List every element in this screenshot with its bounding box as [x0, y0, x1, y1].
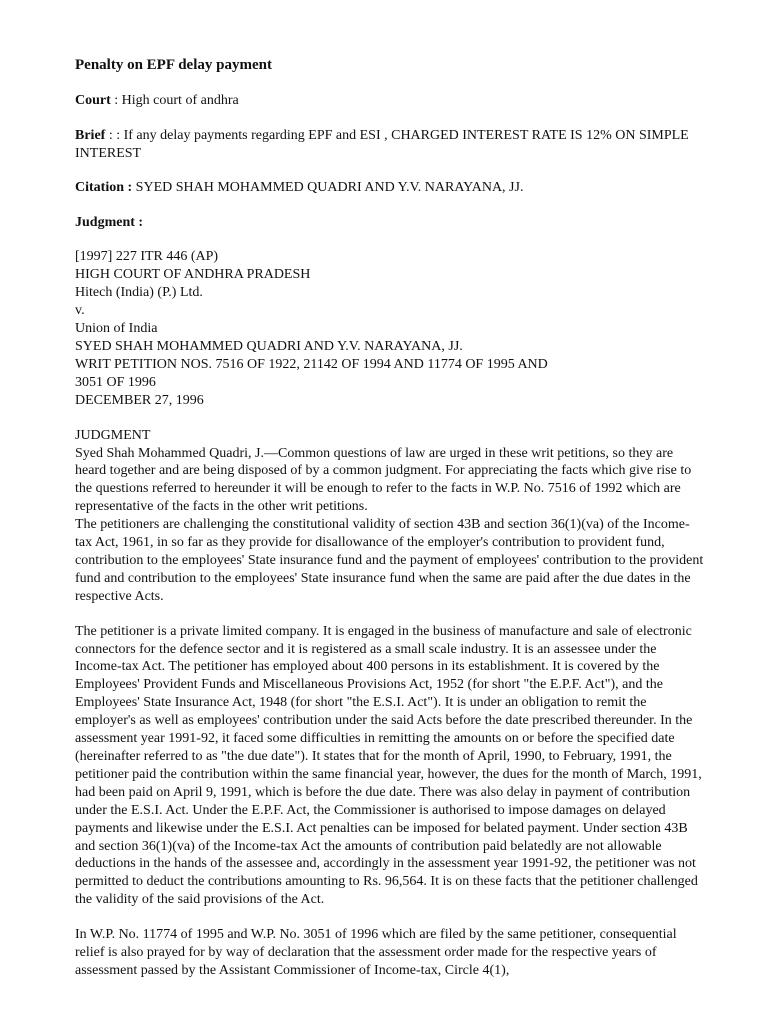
court-field	[75, 92, 704, 110]
paragraph: The petitioner is a private limited company. It is engaged in the business of manufacture and sale of electronic connectors for the defence sector and it is registered as a small scale industry. It is an assessee under the Income-tax Act. The petitioner has employed about 400 persons in its establishment. It is covered by the Employees' Provident Funds and Miscellaneous Provisions Act, 1952 (for short "the E.P.F. Act"), and the Employees' State Insurance Act, 1948 (for short "the E.S.I. Act"). It is under an obligation to remit the employer's as well as employees' contribution under the said Acts before the date prescribed thereunder. In the assessment year 1991-92, it faced some difficulties in remitting the amounts on or before the specified date (hereinafter referred to as "the due date"). It states that for the month of April, 1990, to February, 1991, the petitioner paid the contribution within the same financial year, however, the dues for the month of March, 1991, had been paid on April 9, 1991, which is before the due date. There was also delay in payment of contribution under the E.S.I. Act. Under the E.P.F. Act, the Commissioner is authorised to impose damages on delayed payments and likewise under the E.S.I. Act penalties can be imposed for belated payment. Under section 43B and section 36(1)(va) of the Income-tax Act the amounts of contribution paid belatedly are not allowable deductions in the hands of the assessee and, accordingly in the assessment year 1991-92, the petitioner was not permitted to deduct the contributions amounting to Rs. 96,564. It is on these facts that the petitioner challenged the validity of the said provisions of the Act.	[75, 623, 702, 908]
case-header-line: HIGH COURT OF ANDHRA PRADESH	[75, 267, 311, 283]
case-header-line: [1997] 227 ITR 446 (AP)	[75, 249, 219, 265]
case-header	[75, 248, 704, 409]
court-label: Court	[75, 92, 111, 108]
case-header-line: DECEMBER 27, 1996	[75, 392, 204, 408]
citation-field	[75, 179, 704, 197]
case-header-line: Union of India	[75, 321, 158, 337]
brief-field	[75, 127, 704, 163]
case-header-line: v.	[75, 303, 85, 319]
paragraph: The petitioners are challenging the constitutional validity of section 43B and section 36(1)(va) of the Income-tax Act, 1961, in so far as they provide for disallowance of the employer's contribution to provident fund, contribution to the employees' State insurance fund and the payment of employees' contribution to the provident fund and contribution to the employees' State insurance fund when the same are paid after the due dates in the respective Acts.	[75, 517, 704, 604]
paragraph: In W.P. No. 11774 of 1995 and W.P. No. 3051 of 1996 which are filed by the same petitioner, consequential relief is also prayed for by way of declaration that the assessment order made for the respective years of assessment passed by the Assistant Commissioner of Income-tax, Circle 4(1),	[75, 927, 677, 978]
citation-value: SYED SHAH MOHAMMED QUADRI AND Y.V. NARAYANA, JJ.	[132, 179, 524, 195]
case-header-line: 3051 OF 1996	[75, 374, 156, 390]
court-value: High court of andhra	[121, 92, 239, 108]
case-header-line: Hitech (India) (P.) Ltd.	[75, 285, 203, 301]
citation-label: Citation :	[75, 179, 133, 195]
case-header-line: SYED SHAH MOHAMMED QUADRI AND Y.V. NARAYANA, JJ.	[75, 338, 463, 354]
case-header-line: WRIT PETITION NOS. 7516 OF 1922, 21142 OF 1994 AND 11774 OF 1995 AND	[75, 356, 548, 372]
document-title: Penalty on EPF delay payment	[75, 57, 272, 73]
brief-separator: : :	[105, 127, 124, 143]
brief-value: If any delay payments regarding EPF and ESI , CHARGED INTEREST RATE IS 12% ON SIMPLE INTEREST	[75, 127, 689, 161]
judgment-label: Judgment :	[75, 214, 144, 230]
judgment-title: JUDGMENT	[75, 427, 151, 443]
court-separator: :	[110, 92, 122, 108]
paragraph: Syed Shah Mohammed Quadri, J.—Common questions of law are urged in these writ petitions, so they are heard together and are being disposed of by a common judgment. For appreciating the facts which give rise to the questions referred to hereunder it will be enough to refer to the facts in W.P. No. 7516 of 1992 which are representative of the facts in the other writ petitions.	[75, 445, 692, 515]
brief-label: Brief	[75, 127, 106, 143]
